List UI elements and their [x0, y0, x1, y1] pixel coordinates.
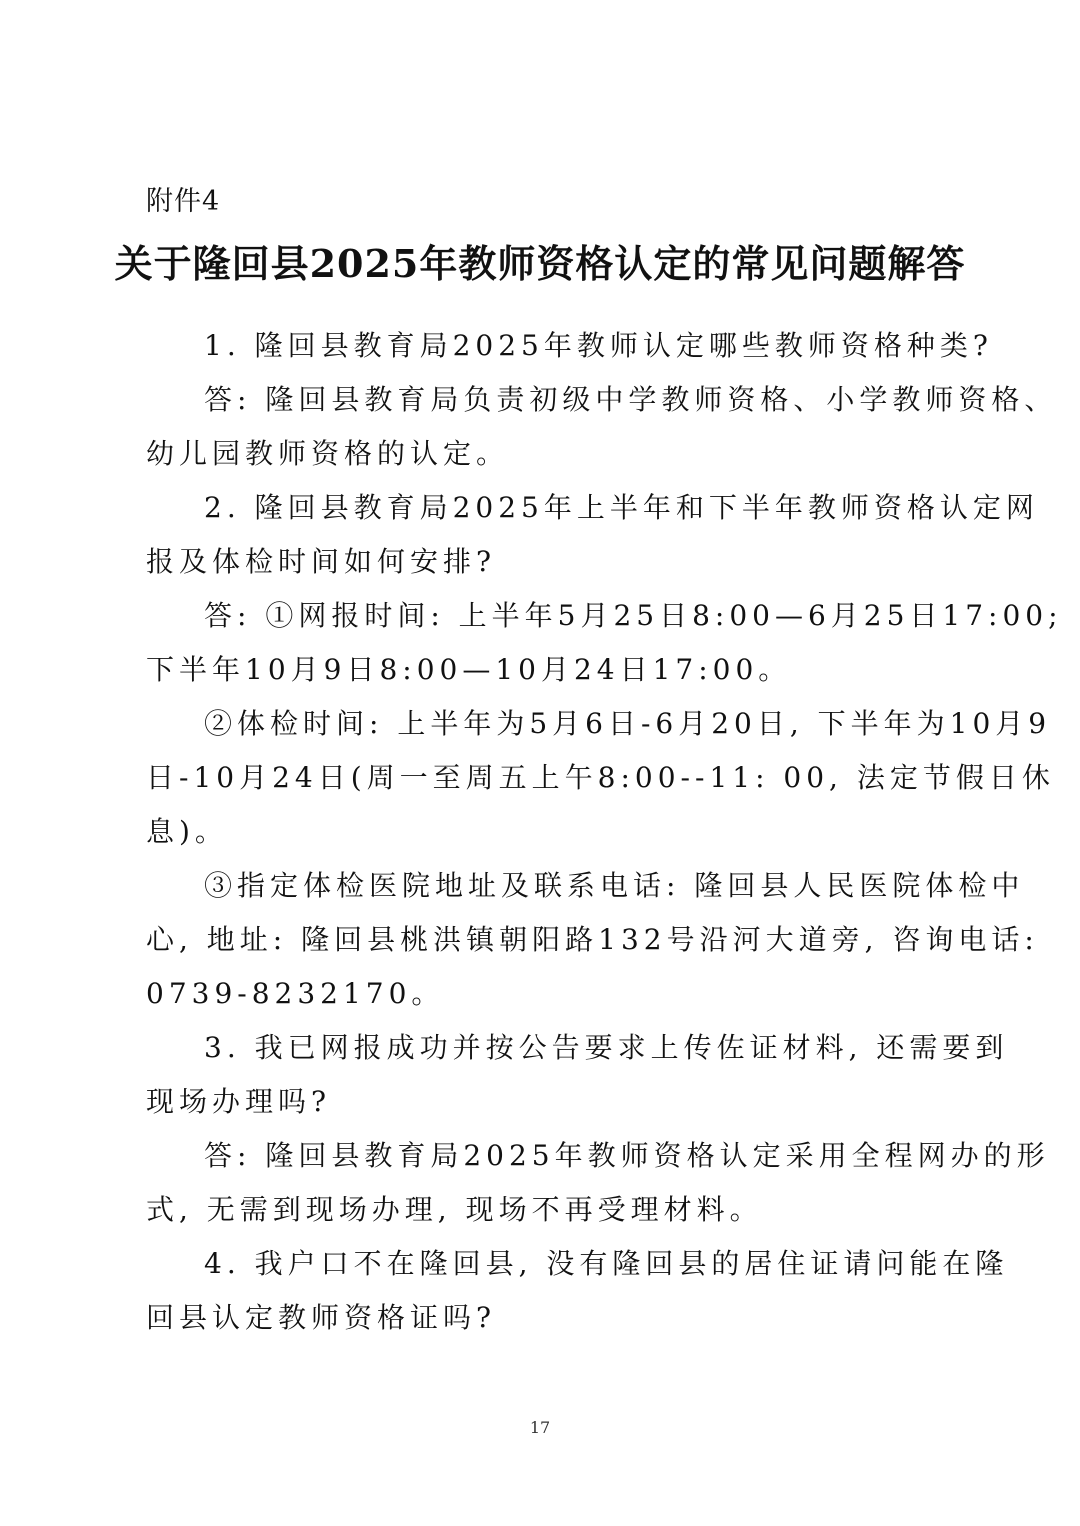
answer-2-line-4: 日-10月24日(周一至周五上午8:00--11: 00, 法定节假日休	[146, 761, 1055, 794]
answer-2-line-2: 下半年10月9日8:00—10月24日17:00。	[146, 653, 792, 686]
answer-2-line-3: ②体检时间: 上半年为5月6日-6月20日, 下半年为10月9	[204, 707, 1052, 740]
attachment-label: 附件4	[146, 186, 221, 217]
answer-2-line-8: 0739-8232170。	[146, 977, 445, 1010]
question-2-line-1: 2. 隆回县教育局2025年上半年和下半年教师资格认定网	[204, 491, 1039, 524]
answer-1-line-1: 答: 隆回县教育局负责初级中学教师资格、小学教师资格、	[204, 383, 1058, 416]
page-number: 17	[529, 1418, 551, 1437]
question-1-line-1: 1. 隆回县教育局2025年教师认定哪些教师资格种类?	[204, 329, 993, 362]
question-3-line-1: 3. 我已网报成功并按公告要求上传佐证材料, 还需要到	[204, 1031, 1009, 1064]
answer-2-line-1: 答: ①网报时间: 上半年5月25日8:00—6月25日17:00;	[204, 599, 1063, 632]
question-4-line-2: 回县认定教师资格证吗?	[146, 1301, 497, 1334]
question-2-line-2: 报及体检时间如何安排?	[146, 545, 497, 578]
answer-1-line-2: 幼儿园教师资格的认定。	[146, 437, 510, 470]
answer-2-line-5: 息)。	[146, 815, 228, 848]
question-4-line-1: 4. 我户口不在隆回县, 没有隆回县的居住证请问能在隆	[204, 1247, 1009, 1280]
question-3-line-2: 现场办理吗?	[146, 1085, 332, 1118]
answer-2-line-7: 心, 地址: 隆回县桃洪镇朝阳路132号沿河大道旁, 咨询电话:	[146, 923, 1039, 956]
document-title: 关于隆回县2025年教师资格认定的常见问题解答	[114, 241, 966, 286]
answer-2-line-6: ③指定体检医院地址及联系电话: 隆回县人民医院体检中	[204, 869, 1025, 902]
answer-3-line-2: 式, 无需到现场办理, 现场不再受理材料。	[146, 1193, 763, 1226]
answer-3-line-1: 答: 隆回县教育局2025年教师资格认定采用全程网办的形	[204, 1139, 1050, 1172]
